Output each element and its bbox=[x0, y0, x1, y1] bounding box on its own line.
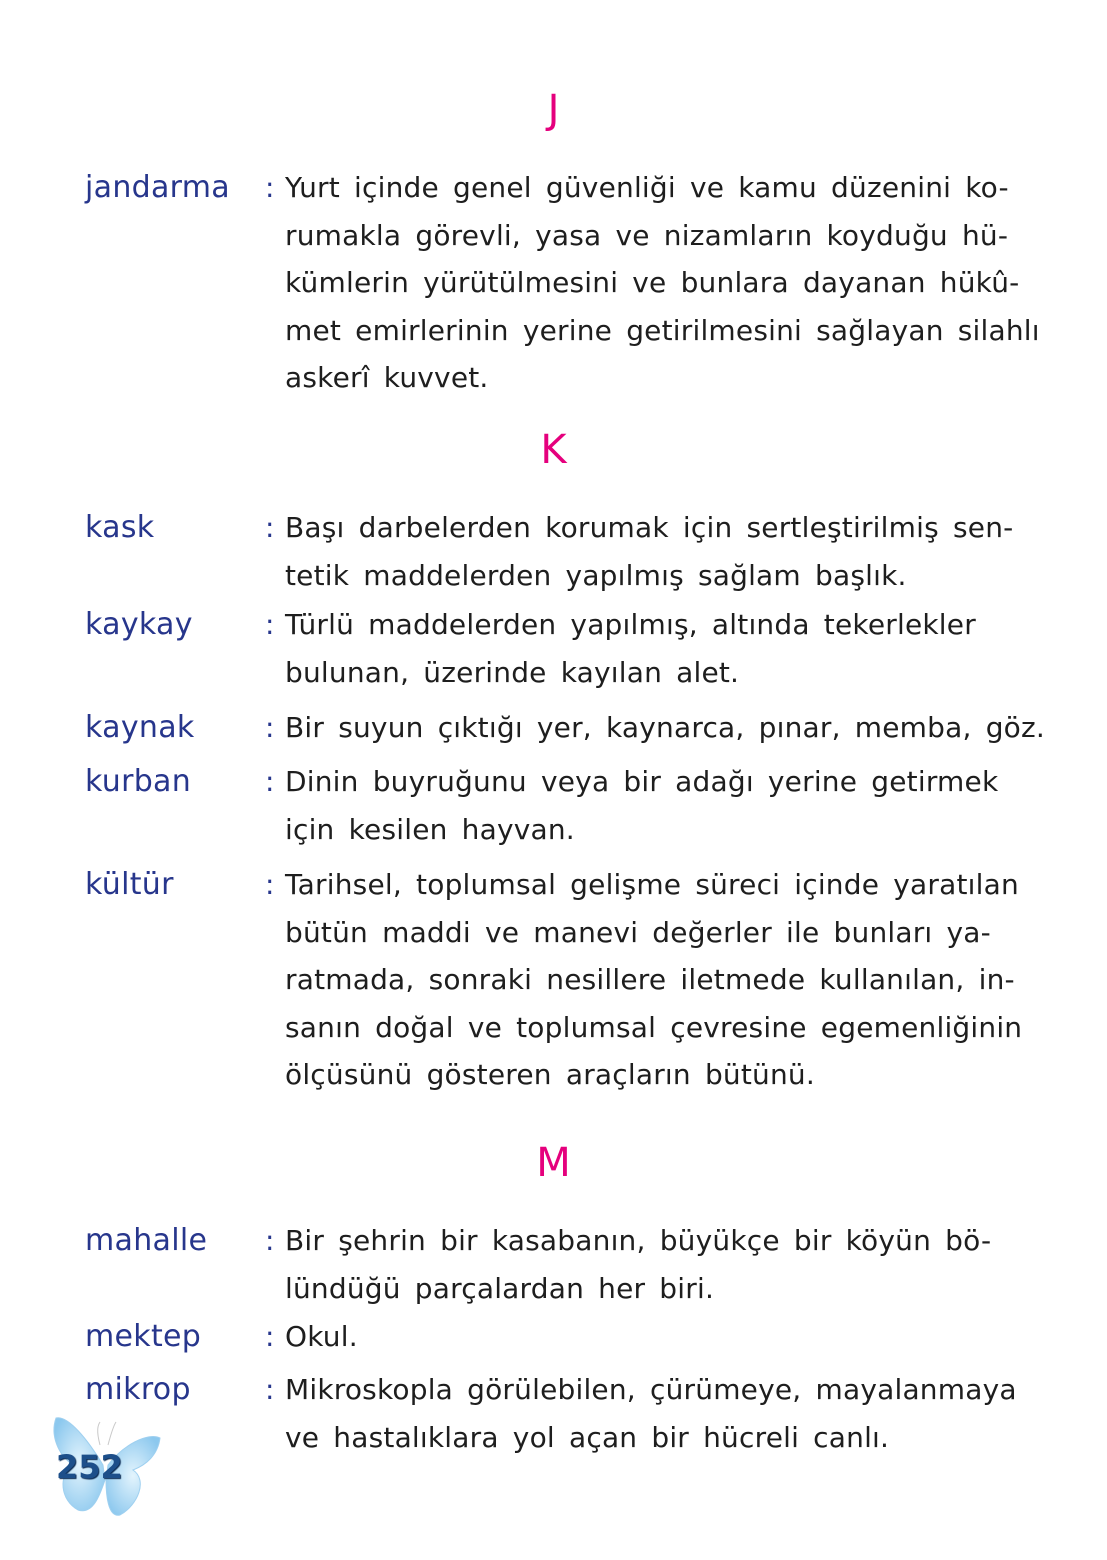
entry-definition bbox=[285, 164, 1040, 402]
entry-colon: : bbox=[265, 765, 275, 798]
definition-line: askerî kuvvet. bbox=[285, 361, 489, 394]
entry-definition bbox=[285, 1366, 1017, 1461]
entry-colon: : bbox=[265, 711, 275, 744]
entry-colon: : bbox=[265, 868, 275, 901]
entry-definition bbox=[285, 504, 1013, 599]
entry-term: kaynak bbox=[85, 710, 195, 745]
definition-line: lündüğü parçalardan her biri. bbox=[285, 1271, 715, 1305]
definition-line: bütün maddi ve manevi değerler ile bunları ya- bbox=[285, 915, 991, 949]
entry-definition bbox=[285, 1217, 991, 1312]
definition-line: Dinin buyruğunu veya bir adağı yerine getirmek bbox=[285, 765, 999, 798]
definition-line: ölçüsünü gösteren araçların bütünü. bbox=[285, 1058, 815, 1091]
definition-line: Türlü maddelerden yapılmış, altında tekerlekler bbox=[285, 608, 976, 641]
entry-colon: : bbox=[265, 511, 275, 544]
entry-term: kaykay bbox=[85, 607, 193, 642]
entry-definition bbox=[285, 861, 1022, 1099]
definition-line: Bir şehrin bir kasabanın, büyükçe bir köyün bö- bbox=[285, 1224, 992, 1257]
entry-colon: : bbox=[265, 1224, 275, 1257]
definition-line: Okul. bbox=[285, 1320, 358, 1353]
entry-definition bbox=[285, 1313, 358, 1361]
definition-line: sanın doğal ve toplumsal çevresine egemenliğinin bbox=[285, 1010, 1023, 1044]
section-letter-m: M bbox=[536, 1140, 571, 1186]
definition-line: Yurt içinde genel güvenliği ve kamu düzenini ko- bbox=[285, 171, 1009, 204]
page-number: 252 bbox=[56, 1448, 123, 1486]
definition-line: tetik maddelerden yapılmış sağlam başlık. bbox=[285, 558, 907, 592]
entry-term: kurban bbox=[85, 764, 192, 799]
entry-colon: : bbox=[265, 1320, 275, 1353]
entry-definition bbox=[285, 601, 976, 696]
definition-line: Tarihsel, toplumsal gelişme süreci içinde yaratılan bbox=[285, 868, 1019, 901]
definition-line: ratmada, sonraki nesillere iletmede kullanılan, in- bbox=[285, 963, 1015, 996]
entry-colon: : bbox=[265, 171, 275, 204]
entry-term: mikrop bbox=[85, 1372, 191, 1407]
definition-line: rumakla görevli, yasa ve nizamların koyduğu hü- bbox=[285, 218, 1009, 252]
definition-line: met emirlerinin yerine getirilmesini sağlayan silahlı bbox=[285, 313, 1040, 347]
entry-definition bbox=[285, 758, 998, 853]
definition-line: ve hastalıklara yol açan bir hücreli canlı. bbox=[285, 1420, 890, 1454]
definition-line: Bir suyun çıktığı yer, kaynarca, pınar, memba, göz. bbox=[285, 711, 1045, 744]
section-letter-j: J bbox=[547, 87, 560, 133]
definition-line: bulunan, üzerinde kayılan alet. bbox=[285, 655, 740, 689]
entry-definition bbox=[285, 704, 1045, 752]
entry-colon: : bbox=[265, 608, 275, 641]
definition-line: kümlerin yürütülmesini ve bunlara dayanan hükû- bbox=[285, 266, 1020, 299]
entry-term: mahalle bbox=[85, 1223, 208, 1258]
section-letter-k: K bbox=[540, 427, 567, 473]
definition-line: için kesilen hayvan. bbox=[285, 812, 575, 846]
definition-line: Başı darbelerden korumak için sertleştirilmiş sen- bbox=[285, 511, 1014, 544]
entry-term: jandarma bbox=[85, 170, 230, 205]
entry-term: mektep bbox=[85, 1319, 202, 1354]
entry-colon: : bbox=[265, 1373, 275, 1406]
entry-term: kask bbox=[85, 510, 155, 545]
entry-term: kültür bbox=[85, 867, 174, 902]
definition-line: Mikroskopla görülebilen, çürümeye, mayalanmaya bbox=[285, 1373, 1017, 1406]
